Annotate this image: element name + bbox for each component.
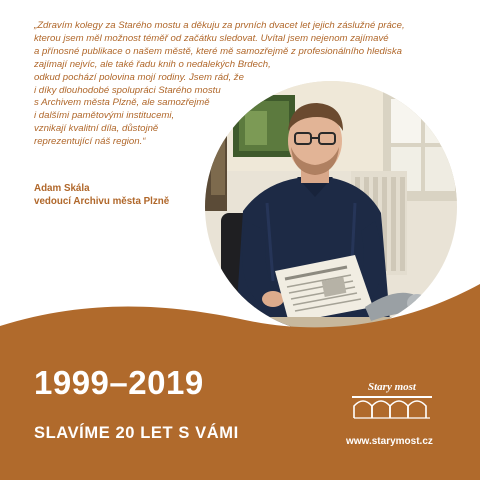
- logo-text: Stary most: [368, 381, 416, 393]
- anniversary-slogan: SLAVÍME 20 LET S VÁMI: [34, 424, 239, 442]
- quote-line: reprezentující náš region.“: [34, 136, 146, 148]
- anniversary-years: 1999–2019: [34, 364, 204, 401]
- author-name: Adam Skála: [34, 183, 90, 194]
- quote-line: „Zdravím kolegy za Starého mostu a děkuju za prvních dvacet let jejich záslužné práce,: [34, 20, 405, 31]
- website-link[interactable]: www.starymost.cz: [346, 436, 433, 447]
- quote-line: s Archivem města Plzně, ale samozřejmě: [34, 97, 210, 109]
- quote-line: kterou jsem měl možnost téměř od začátku sledovat. Uvítal jsem nejenom zajímavé: [34, 32, 389, 44]
- quote-line: i dalšími pamětovými institucemi,: [34, 110, 175, 122]
- quote-line: zajímají nejvíc, ale také řadu knih o nedalekých Brdech,: [34, 58, 271, 70]
- quote-line: i díky dlouhodobé spolupráci Starého mostu: [34, 84, 221, 96]
- stary-most-logo: [350, 382, 434, 422]
- quote-line: vznikají kvalitní díla, důstojně: [34, 123, 159, 135]
- quote-line: odkud pochází polovina mojí rodiny. Jsem rád, že: [34, 71, 244, 83]
- bridge-arches-icon: [350, 394, 434, 420]
- author-role: vedoucí Archivu města Plzně: [34, 196, 170, 207]
- quote-line: a přínosné publikace o našem městě, které mě samozřejmě z profesionálního hlediska: [34, 45, 402, 57]
